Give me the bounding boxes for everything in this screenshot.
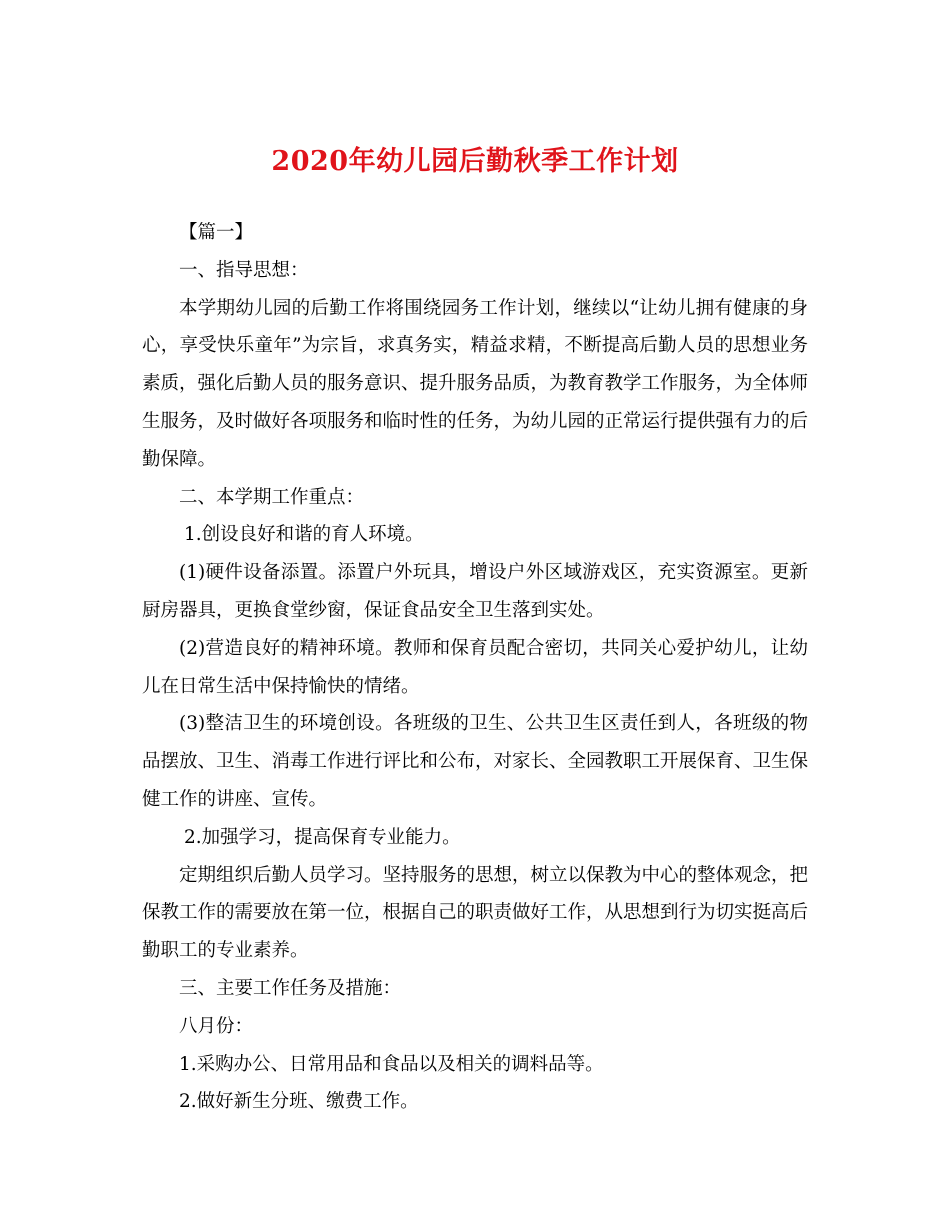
month-heading: 八月份：: [179, 1015, 254, 1037]
list-item: 1.采购办公、日常用品和食品以及相关的调料品等。: [179, 1053, 604, 1075]
list-item: 2.做好新生分班、缴费工作。: [179, 1091, 419, 1113]
paragraph: (3)整洁卫生的环境创设。各班级的卫生、公共卫生区责任到人，各班级的物品摆放、卫生、消毒工作进行评比和公布，对家长、全园教职工开展保育、卫生保健工作的讲座、宣传。: [142, 713, 809, 810]
paragraph: (2)营造良好的精神环境。教师和保育员配合密切，共同关心爱护幼儿，让幼儿在日常生活中保持愉快的情绪。: [142, 637, 808, 697]
paragraph: 定期组织后勤人员学习。坚持服务的思想，树立以保教为中心的整体观念，把保教工作的需要放在第一位，根据自己的职责做好工作，从思想到行为切实挺高后勤职工的专业素养。: [142, 864, 809, 962]
section-marker: 【篇一】: [179, 222, 254, 243]
document-body: [142, 214, 808, 1121]
section-heading: 一、指导思想：: [179, 259, 309, 281]
subheading: 2.加强学习，提高保育专业能力。: [184, 826, 461, 848]
document-title: 2020年幼儿园后勤秋季工作计划: [271, 146, 679, 177]
paragraph: (1)硬件设备添置。添置户外玩具，增设户外区域游戏区，充实资源室。更新厨房器具，更换食堂纱窗，保证食品安全卫生落到实处。: [142, 562, 808, 621]
section-heading: 三、主要工作任务及措施：: [179, 977, 402, 999]
subheading: 1.创设良好和谐的育人环境。: [184, 524, 424, 546]
section-heading: 二、本学期工作重点：: [179, 486, 365, 508]
paragraph: 本学期幼儿园的后勤工作将围绕园务工作计划，继续以“让幼儿拥有健康的身心，享受快乐童年”为宗旨，求真务实，精益求精，不断提高后勤人员的思想业务素质，强化后勤人员的服务意识、提升服务品质，为教育教学工作服务，为全体师生服务，及时做好各项服务和临时性的任务，为幼儿园的正常运行提供强有力的后勤保障。: [142, 297, 809, 470]
